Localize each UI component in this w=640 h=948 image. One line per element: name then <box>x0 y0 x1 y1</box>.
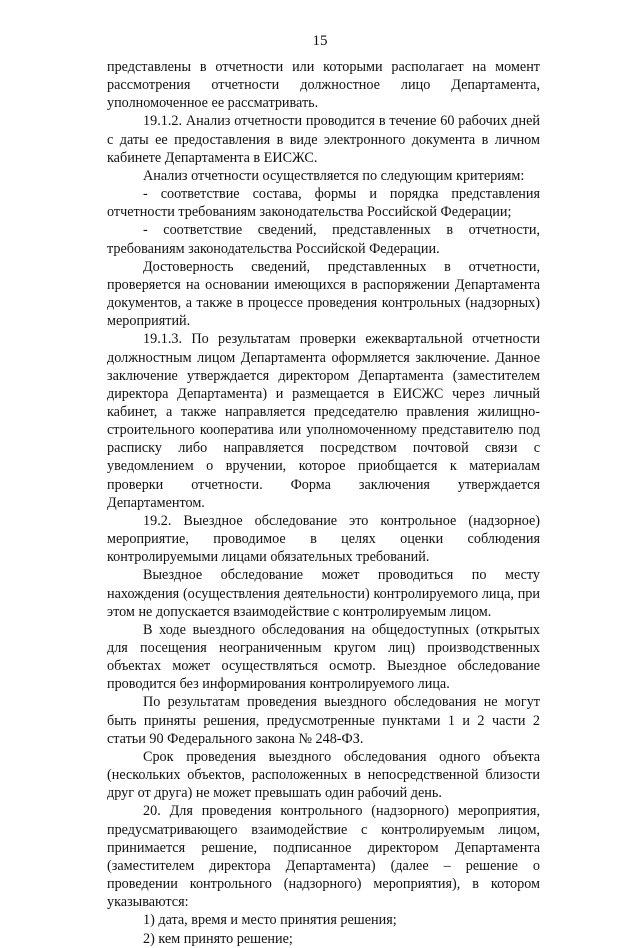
paragraph: 20. Для проведения контрольного (надзорного) мероприятия, предусматривающего взаимодействие с контролируемым лицом, принимается решение, подписанное директором Департамента (заместителем директора Департамента) (далее – решение о проведении контрольного (надзорного) мероприятия), в котором указываются: <box>107 803 540 911</box>
paragraph: 19.1.2. Анализ отчетности проводится в течение 60 рабочих дней с даты ее предоставления в виде электронного документа в личном кабинете Департамента в ЕИСЖС. <box>107 113 540 166</box>
paragraph: 19.1.3. По результатам проверки ежеквартальной отчетности должностным лицом Департамента оформляется заключение. Данное заключение утверждается директором Департамента (заместителем директора Департамента) и размещается в ЕИСЖС через личный кабинет, а также направляется председателю правления жилищно-строительного кооператива или уполномоченному представителю под расписку либо направляется посредством почтовой связи с уведомлением о вручении, которое приобщается к материалам проверки отчетности. Форма заключения утверждается Департаментом. <box>107 331 540 511</box>
paragraph: представлены в отчетности или которыми располагает на момент рассмотрения отчетности должностное лицо Департамента, уполномоченное ее рассматривать. <box>107 59 540 112</box>
paragraph: Достоверность сведений, представленных в отчетности, проверяется на основании имеющихся в распоряжении Департамента документов, а также в процессе проведения контрольных (надзорных) мероприятий. <box>107 258 540 330</box>
paragraph: По результатам проведения выездного обследования не могут быть приняты решения, предусмотренные пунктами 1 и 2 части 2 статьи 90 Федерального закона № 248-ФЗ. <box>107 694 540 747</box>
paragraph: Срок проведения выездного обследования одного объекта (нескольких объектов, расположенных в непосредственной близости друг от друга) не может превышать один рабочий день. <box>107 748 540 802</box>
paragraph: - соответствие сведений, представленных в отчетности, требованиям законодательства Российской Федерации. <box>107 222 540 257</box>
paragraph: 2) кем принято решение; <box>143 930 293 947</box>
page-number: 15 <box>312 33 328 49</box>
paragraph: 1) дата, время и место принятия решения; <box>143 912 397 929</box>
paragraph: В ходе выездного обследования на общедоступных (открытых для посещения неограниченным кругом лиц) производственных объектах может осуществляться осмотр. Выездное обследование проводится без информирования контролируемого лица. <box>107 621 540 693</box>
paragraph: - соответствие состава, формы и порядка представления отчетности требованиям законодательства Российской Федерации; <box>107 186 540 221</box>
paragraph: Анализ отчетности осуществляется по следующим критериям: <box>143 167 525 184</box>
paragraph: 19.2. Выездное обследование это контрольное (надзорное) мероприятие, проводимое в целях оценки соблюдения контролируемыми лицами обязательных требований. <box>107 512 540 566</box>
document-body <box>107 58 540 948</box>
paragraph: Выездное обследование может проводиться по месту нахождения (осуществления деятельности) контролируемого лица, при этом не допускается взаимодействие с контролируемым лицом. <box>107 567 540 620</box>
